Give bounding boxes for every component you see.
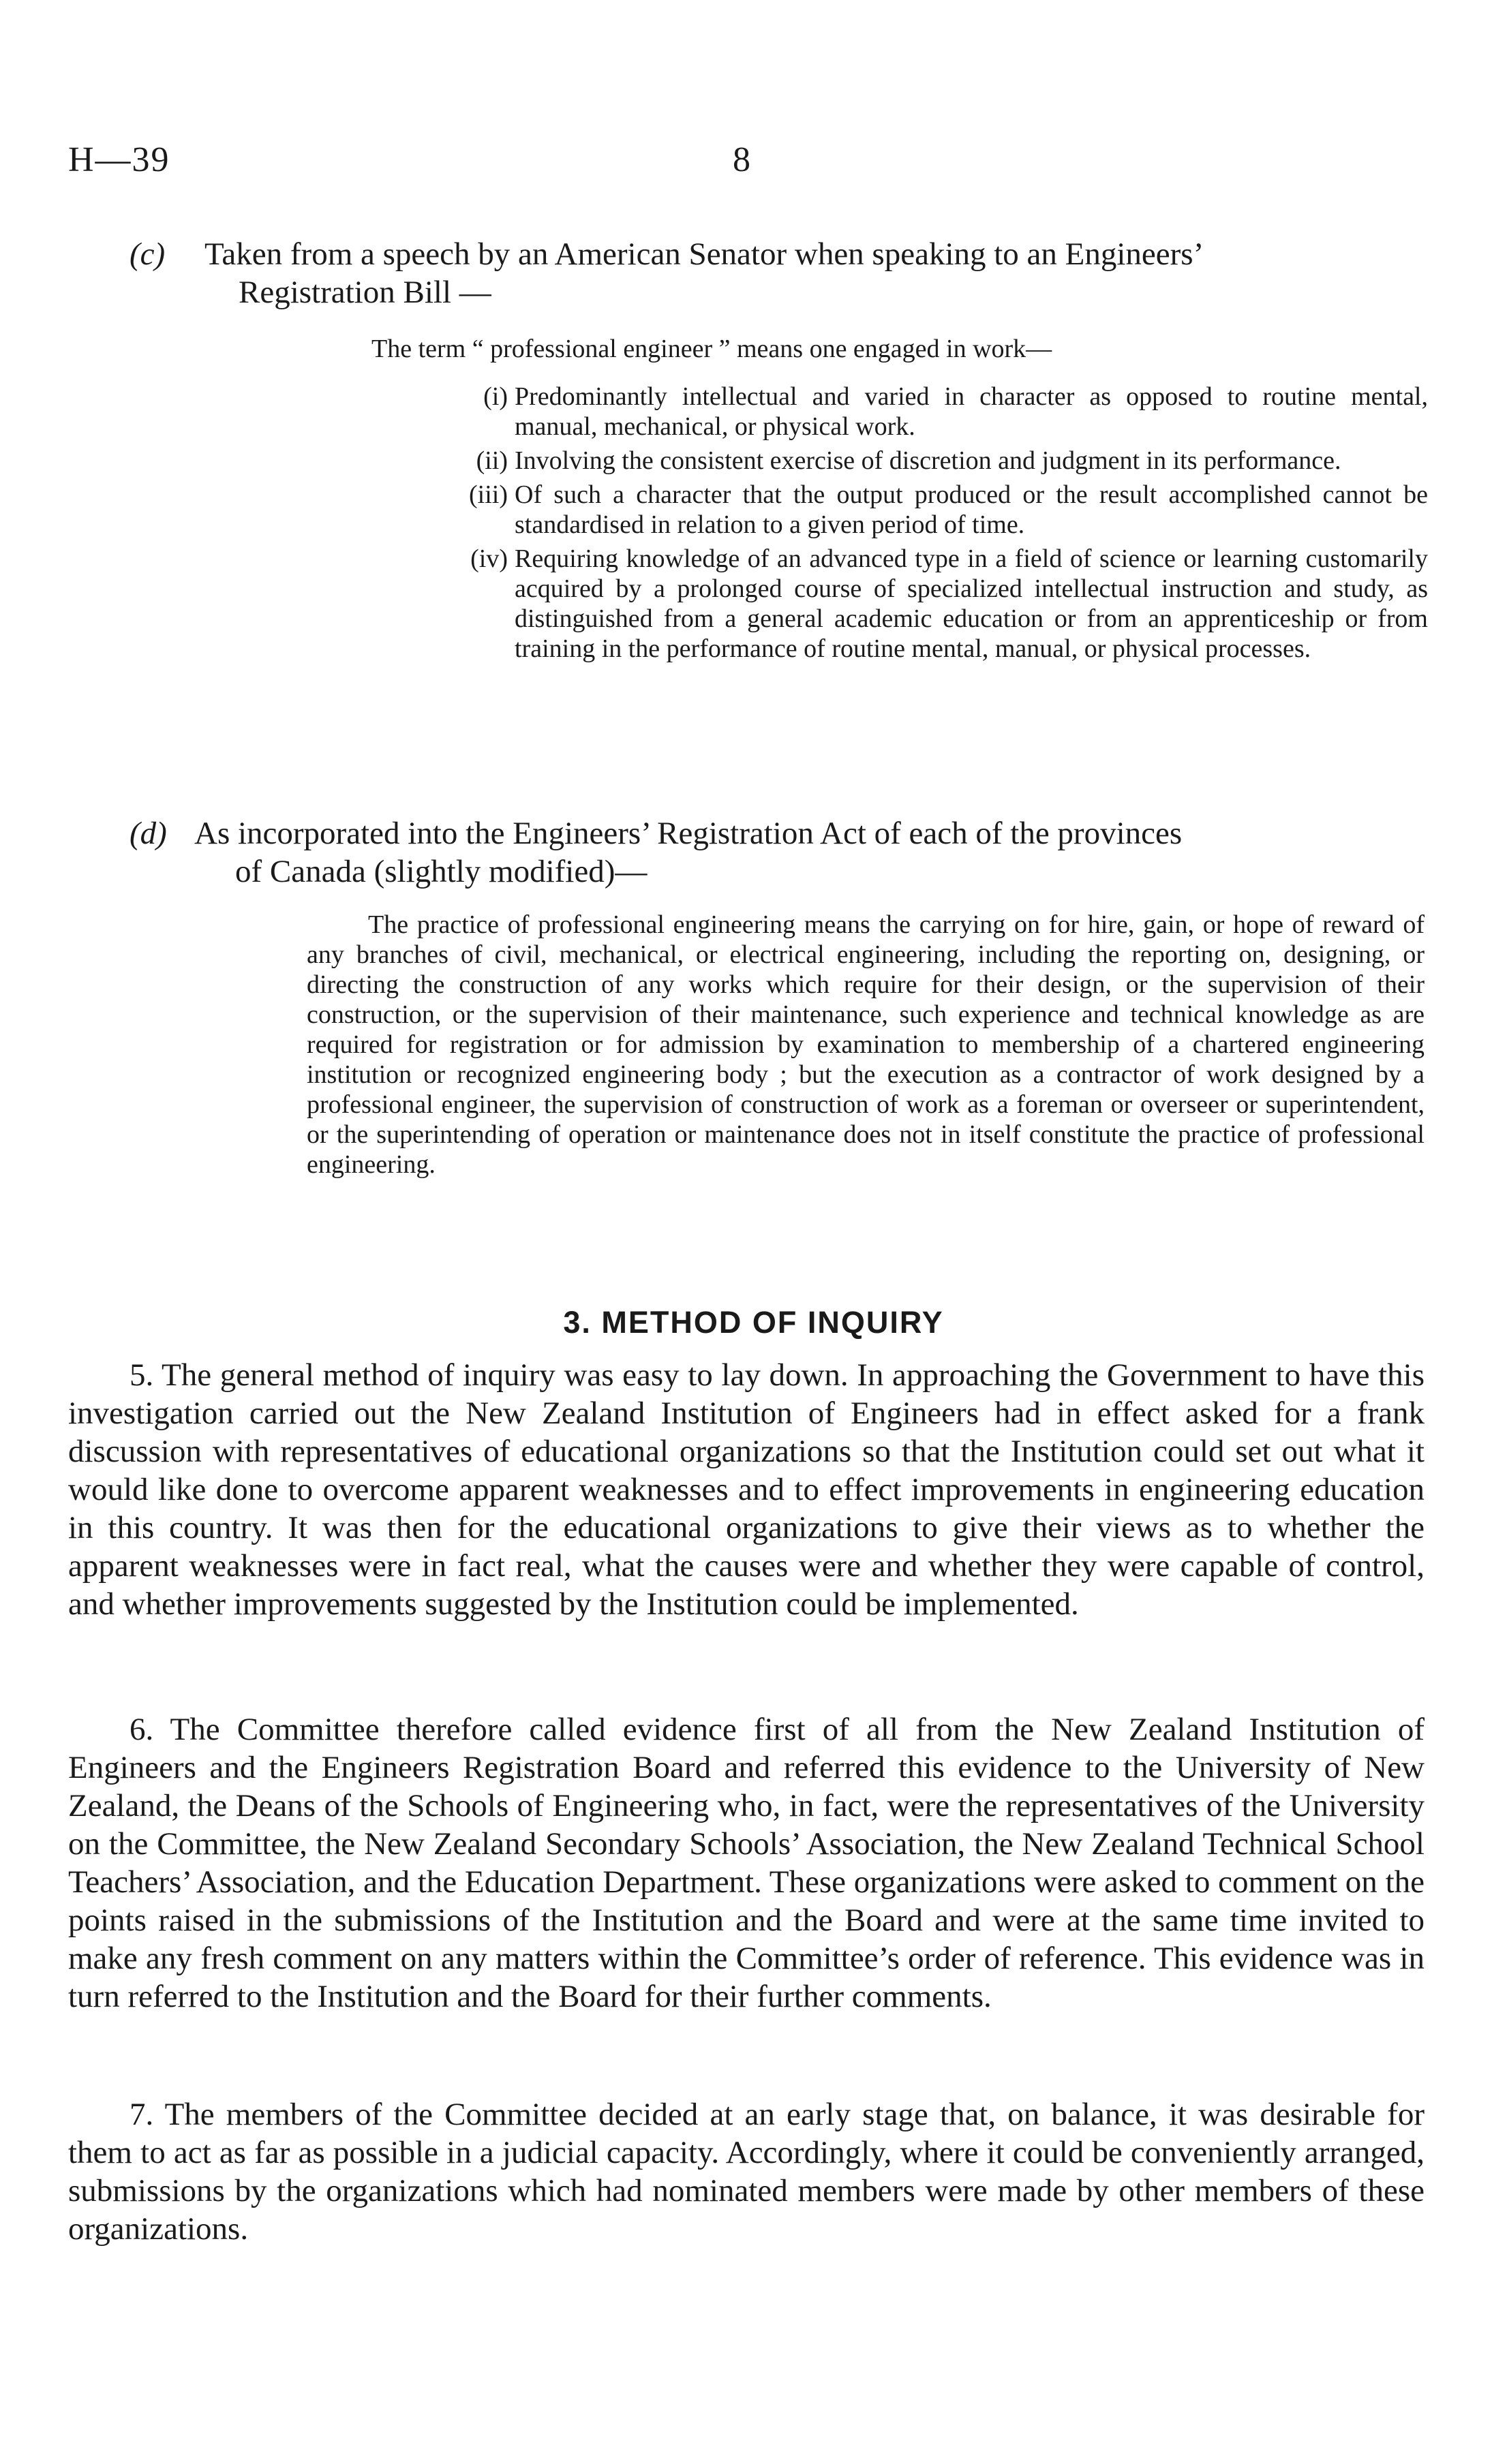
item-text: Predominantly intellectual and varied in character as opposed to routine mental, manual, mechanical, or physical work. (515, 382, 1428, 441)
item-number: (i) (483, 382, 508, 411)
section-d-label: (d) (130, 816, 167, 851)
item-text: Requiring knowledge of an advanced type in a field of science or learning customarily acquired by a prolonged course of specialized intellectual instruction and study, as distinguished from a general academic education or from an apprenticeship or from training in the performance of routine mental, manual, or physical processes. (515, 544, 1428, 663)
item-number: (iii) (469, 480, 508, 509)
section-c-items (446, 382, 1428, 664)
section-c-lead-line2: Registration Bill — (239, 275, 491, 310)
paragraph-7: 7. The members of the Committee decided at an early stage that, on balance, it was desirable for them to act as far as possible in a judicial capacity. Accordingly, where it could be conveniently arranged, submissions by the organizations which had nominated members were made by other members of these organizations. (68, 2097, 1425, 2247)
section-c-label: (c) (130, 236, 166, 272)
list-item (446, 382, 1428, 442)
item-number: (iv) (470, 544, 508, 573)
section-d-quote: The practice of professional engineering means the carrying on for hire, gain, or hope of reward of any branches of civil, mechanical, or electrical engineering, including the reporting on, designing, or directing the construction of any works which require for their design, or the supervision of their construction, or the supervision of their maintenance, such experience and technical knowledge as are required for registration or for admission by examination to membership of a chartered engineering institution or recognized engineering body ; but the execution as a contractor of work designed by a professional engineer, the supervision of construction of work as a foreman or overseer or superintendent, or the superintending of operation or maintenance does not in itself constitute the practice of professional engineering. (307, 910, 1425, 1179)
paragraph-5: 5. The general method of inquiry was easy to lay down. In approaching the Government to have this investigation carried out the New Zealand Institution of Engineers had in effect asked for a frank discussion with representatives of educational organizations so that the Institution could set out what it would like done to overcome apparent weaknesses and to effect improvements in engineering education in this country. It was then for the educational organizations to give their views as to whether the apparent weaknesses were in fact real, what the causes were and whether they were capable of control, and whether improvements suggested by the Institution could be implemented. (68, 1357, 1425, 1622)
section-c-lead (130, 235, 1425, 311)
section-heading: 3. METHOD OF INQUIRY (563, 1305, 944, 1340)
document-code: H—39 (68, 140, 170, 179)
item-text: Of such a character that the output produced or the result accomplished cannot be standardised in relation to a given period of time. (515, 480, 1428, 539)
page-number: 8 (733, 140, 750, 179)
item-text: Involving the consistent exercise of discretion and judgment in its performance. (515, 446, 1341, 475)
section-d-lead-line2: of Canada (slightly modified)— (235, 854, 648, 889)
paragraph-6: 6. The Committee therefore called evidence first of all from the New Zealand Institution of Engineers and the Engineers Registration Board and referred this evidence to the University of New Zealand, the Deans of the Schools of Engineering who, in fact, were the representatives of the University on the Committee, the New Zealand Secondary Schools’ Association, the New Zealand Technical School Teachers’ Association, and the Education Department. These organizations were asked to comment on the points raised in the submissions of the Institution and the Board and were at the same time invited to make any fresh comment on any matters within the Committee’s order of reference. This evidence was in turn referred to the Institution and the Board for their further comments. (68, 1712, 1425, 2014)
section-c-intro: The term “ professional engineer ” means one engaged in work— (371, 335, 1052, 363)
list-item (446, 446, 1428, 476)
list-item (446, 544, 1428, 664)
section-c-lead-line1: Taken from a speech by an American Senator when speaking to an Engineers’ (204, 236, 1204, 272)
list-item (446, 480, 1428, 540)
item-number: (ii) (476, 446, 508, 475)
section-d-lead (130, 814, 1425, 891)
section-d-lead-line1: As incorporated into the Engineers’ Registration Act of each of the provinces (194, 816, 1183, 851)
